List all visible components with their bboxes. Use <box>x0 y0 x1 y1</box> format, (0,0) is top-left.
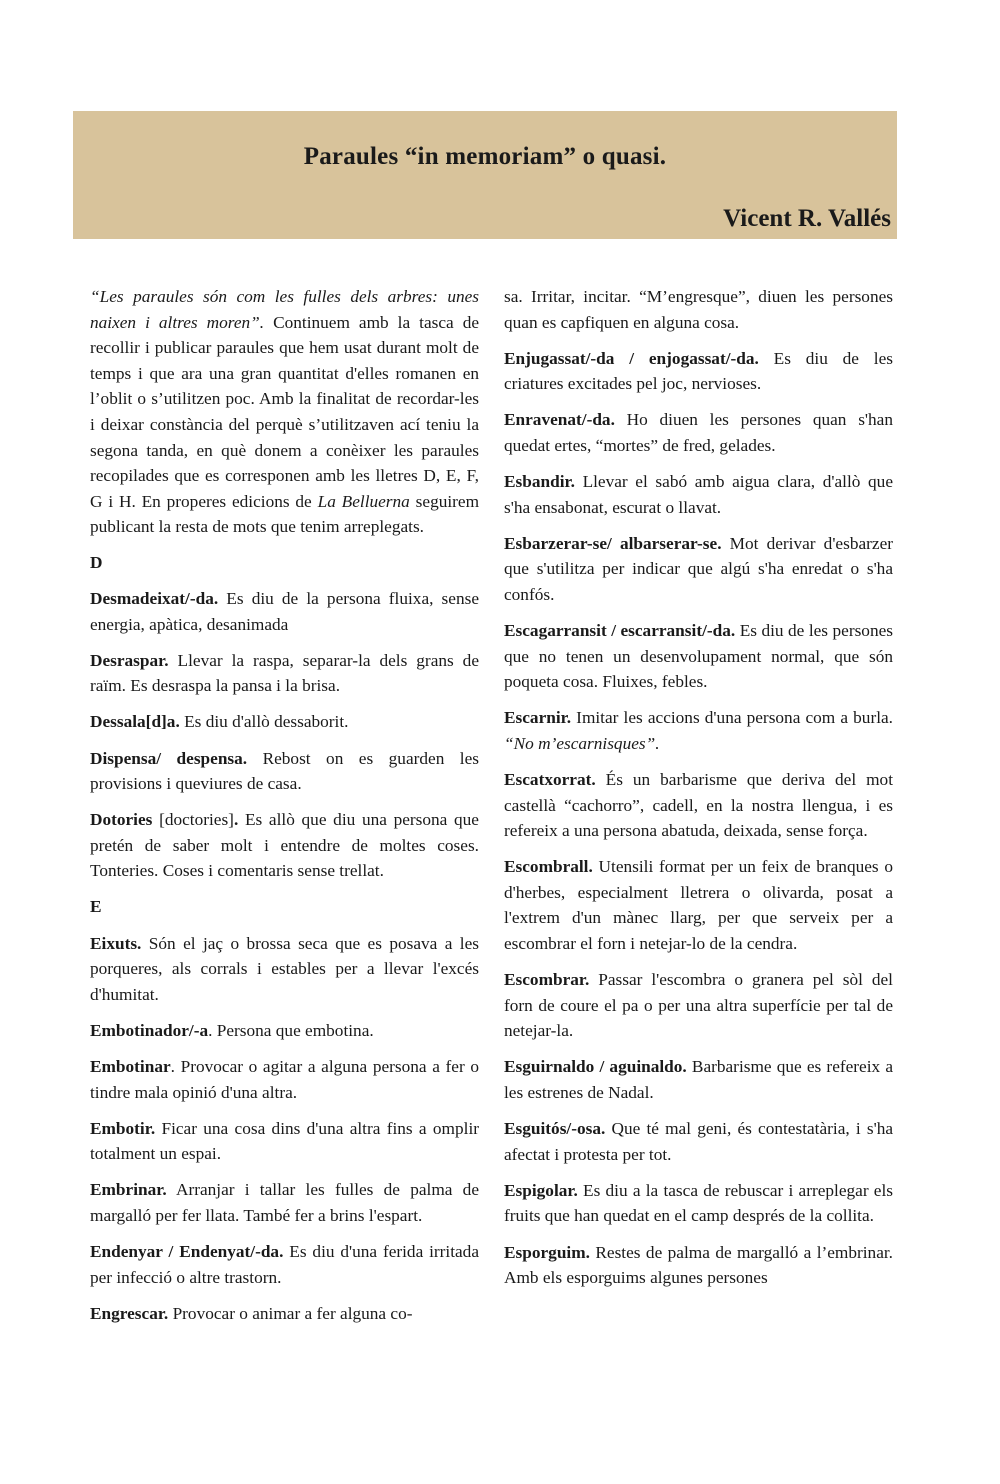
glossary-entry <box>90 1239 479 1290</box>
entry-term: Embotir. <box>90 1118 156 1138</box>
entry-term: Desmadeixat/-da. <box>90 589 219 609</box>
entry-term: Escatxorrat. <box>504 770 596 789</box>
entry-definition: Es diu de les persones que no tenen un desenvolupament normal, que són poqueta cosa. Fluixes, febles. <box>504 621 893 692</box>
entry-definition: Provocar o animar a fer alguna co- <box>168 1303 413 1323</box>
entry-term: Esbarzerar-se/ albarserar-se. <box>504 533 722 553</box>
entry-definition: Es diu d'una ferida irritada per infecció o altre trastorn. <box>90 1242 479 1287</box>
entry-definition: Passar l'escombra o granera pel sòl del forn de coure el pa o per una altra superfície per tal de netejar-la. <box>504 970 893 1041</box>
entry-definition: Ho diuen les persones quan s'han quedat ertes, “mortes” de fred, gelades. <box>504 410 893 455</box>
entry-definition: Ficar una cosa dins d'una altra fins a omplir totalment un espai. <box>90 1118 479 1164</box>
entry-term: Escarnir. <box>504 708 572 728</box>
glossary-entry <box>504 1054 893 1105</box>
entry-term: Enjugassat/-da / enjogassat/-da. <box>504 348 759 368</box>
entry-definition: Són el jaç o brossa seca que es posava a les porqueres, als corrals i estables per a llevar l'excés d'humitat. <box>90 933 479 1004</box>
section-letter-d: D <box>90 552 103 572</box>
entry-definition: Es diu de la persona fluixa, sense energia, apàtica, desanimada <box>90 589 479 634</box>
glossary-entry <box>504 407 893 458</box>
glossary-entry <box>504 1178 893 1229</box>
entry-term: Escagarransit / escarransit/-da. <box>504 621 736 641</box>
entry-term: Endenyar / Endenyat/-da. <box>90 1242 284 1261</box>
entry-definition: Utensili format per un feix de branques o d'herbes, especialment lletrera o olivarda, posat a l'extrem d'un mànec llarg, per que serveix per a escombrar el forn i netejar-lo de la cendra. <box>504 857 893 954</box>
glossary-entry <box>504 1240 893 1291</box>
glossary-entry <box>90 709 479 735</box>
entry-definition: Imitar les accions d'una persona com a burla. <box>571 708 893 728</box>
entry-variant: [doctories] <box>152 810 234 830</box>
section-letter-e: E <box>90 897 102 917</box>
entry-term: Enravenat/-da. <box>504 410 615 430</box>
entry-term: Dessala[d]a. <box>90 712 180 732</box>
entry-term: Engrescar. <box>90 1303 169 1323</box>
glossary-entry <box>90 1116 479 1167</box>
article-author: Vicent R. Vallés <box>723 205 891 232</box>
intro-text: Continuem amb la tasca de recollir i publicar paraules que hem usat durant molt de temps i que ara una gran quantitat d'elles romanen en l’oblit o s’utilitzen poc. Amb la finalitat de recordar-les i deixar constància del perquè s’utilitzaven ací teniu la segona tanda, en què donem a conèixer les paraules recopilades que es corresponen amb les lletres D, E, F, G i H. En properes edicions de <box>90 312 480 511</box>
publication-name: La Belluerna <box>317 491 410 511</box>
entry-term: Dispensa/ despensa. <box>90 748 248 768</box>
glossary-entry <box>504 469 893 520</box>
glossary-entry <box>504 705 893 756</box>
entry-definition: Es diu de les criatures excitades pel joc, nervioses. <box>504 348 894 394</box>
entry-term: Embotinador/-a <box>90 1020 209 1040</box>
entry-term: Esguirnaldo / aguinaldo. <box>504 1057 687 1077</box>
glossary-entry <box>90 1301 479 1327</box>
entry-term: Embrinar. <box>90 1180 167 1200</box>
article-title: Paraules “in memoriam” o quasi. <box>303 143 667 170</box>
entry-term: Desraspar. <box>90 650 169 670</box>
glossary-entry <box>90 586 479 637</box>
intro-text-end: seguirem publicant la resta de mots que tenim arreplegats. <box>90 491 480 537</box>
glossary-entry <box>504 967 893 1044</box>
glossary-entry <box>504 531 893 608</box>
entry-term: Esporguim. <box>504 1242 590 1262</box>
glossary-entry <box>504 346 893 397</box>
intro-paragraph <box>90 284 479 540</box>
entry-example: “No m’escarnisques”. <box>504 733 660 753</box>
entry-term: Escombrar. <box>504 970 590 990</box>
entry-term: Espigolar. <box>504 1180 578 1200</box>
glossary-entry <box>90 1018 479 1044</box>
entry-definition: Barbarisme que es refereix a les estrenes de Nadal. <box>504 1057 893 1103</box>
glossary-entry <box>90 648 479 699</box>
entry-definition: . Provocar o agitar a alguna persona a fer o tindre mala opinió d'una altra. <box>90 1056 479 1102</box>
glossary-entry <box>504 854 893 956</box>
entry-definition: Llevar la raspa, separar-la dels grans de raïm. Es desraspa la pansa i la brisa. <box>90 650 479 696</box>
glossary-entry <box>90 1054 479 1105</box>
right-column <box>504 284 893 1301</box>
glossary-entry <box>504 1116 893 1167</box>
entry-term: Escombrall. <box>504 857 593 877</box>
entry-definition: Es allò que diu una persona que pretén de saber molt i entendre de moltes coses. Tonteries. Coses i comentaris sense trellat. <box>90 810 479 881</box>
glossary-entry <box>90 1177 479 1228</box>
left-column <box>90 284 479 1337</box>
entry-definition: Mot derivar d'esbarzer que s'utilitza per indicar que algú s'ha enredat o s'ha confós. <box>504 533 893 604</box>
entry-definition: Arranjar i tallar les fulles de palma de margalló per fer llata. També fer a brins l'espart. <box>90 1180 479 1225</box>
entry-definition: . Persona que embotina. <box>208 1020 374 1040</box>
entry-term: Eixuts. <box>90 933 142 953</box>
entry-term: Esguitós/-osa. <box>504 1119 606 1139</box>
article-header <box>73 111 897 239</box>
entry-definition: Es diu a la tasca de rebuscar i arreplegar els fruits que han quedat en el camp després de la collita. <box>504 1180 893 1226</box>
entry-definition: És un barbarisme que deriva del mot castellà “cachorro”, cadell, en la nostra llengua, i es refereix a una persona abatuda, deixada, sense força. <box>504 770 893 841</box>
entry-term: Embotinar <box>90 1056 171 1076</box>
intro-quote: “Les paraules són com les fulles dels arbres: unes naixen i altres moren”. <box>90 287 479 332</box>
entry-continuation: sa. Irritar, incitar. “M’engresque”, diuen les persones quan es capfiquen en alguna cosa. <box>504 287 893 332</box>
glossary-entry <box>504 767 893 844</box>
glossary-entry <box>90 807 479 884</box>
entry-definition: Rebost on es guarden les provisions i queviures de casa. <box>90 748 479 794</box>
glossary-entry <box>90 746 479 797</box>
entry-definition: Que té mal geni, és contestatària, i s'ha afectat i protesta per tot. <box>504 1119 893 1164</box>
entry-definition: Es diu d'allò dessaborit. <box>179 712 349 732</box>
glossary-entry <box>504 618 893 695</box>
entry-term: Dotories <box>90 810 153 830</box>
glossary-entry <box>90 931 479 1008</box>
entry-term: Esbandir. <box>504 472 575 492</box>
entry-term-end: . <box>233 810 239 830</box>
entry-definition: Restes de palma de margalló a l’embrinar. Amb els esporguims algunes persones <box>504 1242 893 1288</box>
entry-definition: Llevar el sabó amb aigua clara, d'allò que s'ha ensabonat, escurat o llavat. <box>504 472 893 517</box>
